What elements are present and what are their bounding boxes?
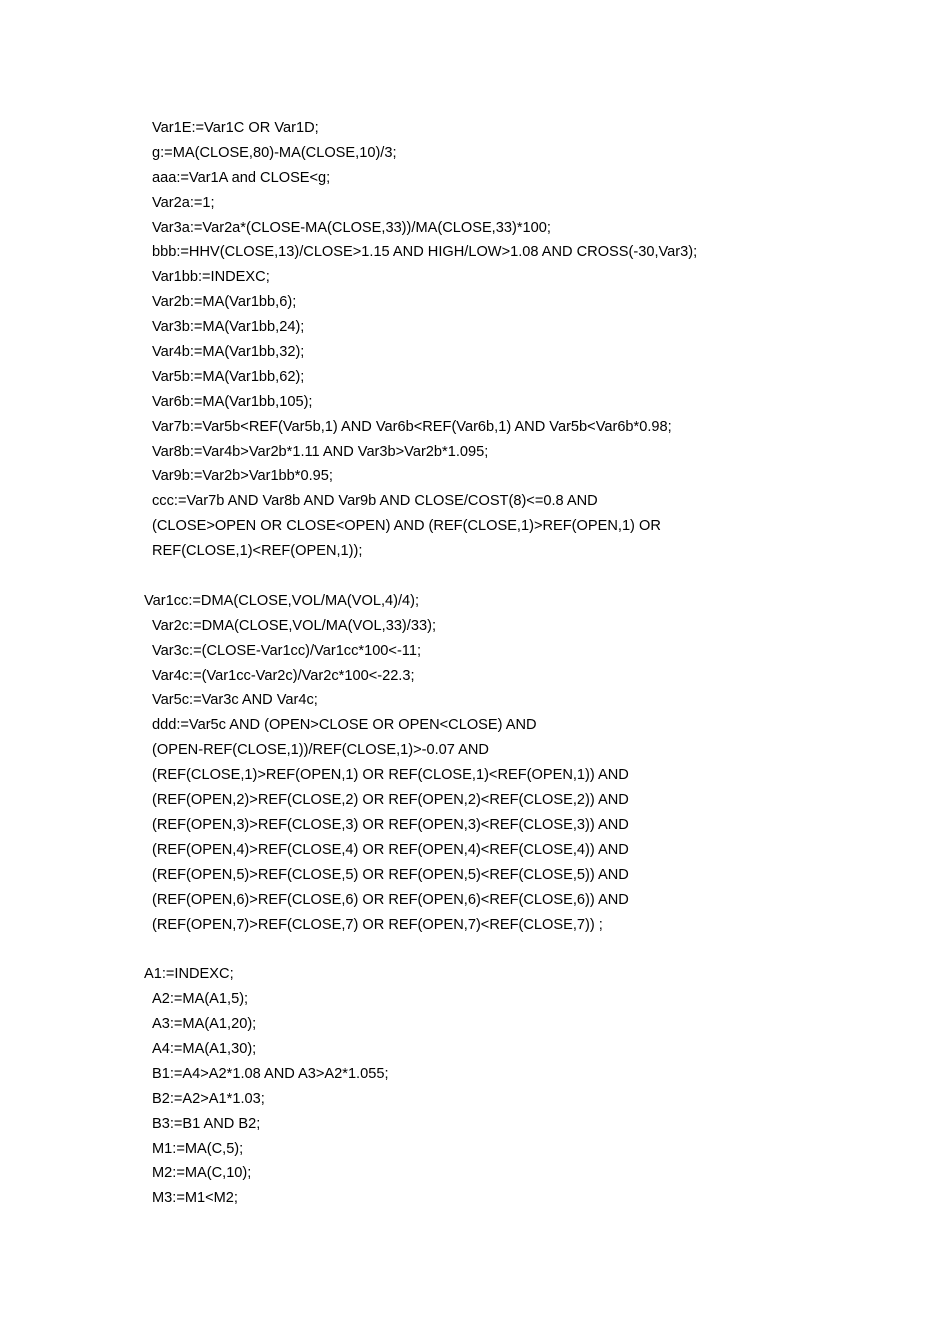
formula-line: (OPEN-REF(CLOSE,1))/REF(CLOSE,1)>-0.07 AND — [152, 742, 489, 759]
formula-line: Var5b:=MA(Var1bb,62); — [152, 368, 305, 385]
formula-line: Var3a:=Var2a*(CLOSE-MA(CLOSE,33))/MA(CLOSE,33)*100; — [152, 219, 551, 236]
formula-line: Var9b:=Var2b>Var1bb*0.95; — [152, 468, 333, 485]
formula-code-body — [144, 116, 924, 1211]
formula-line: A1:=INDEXC; — [144, 966, 234, 983]
formula-line: Var5c:=Var3c AND Var4c; — [152, 692, 318, 709]
formula-line: (REF(OPEN,7)>REF(CLOSE,7) OR REF(OPEN,7)<REF(CLOSE,7)) ; — [152, 916, 603, 933]
formula-line: (REF(OPEN,6)>REF(CLOSE,6) OR REF(OPEN,6)<REF(CLOSE,6)) AND — [152, 891, 629, 908]
formula-block — [144, 589, 924, 937]
formula-line: Var3c:=(CLOSE-Var1cc)/Var1cc*100<-11; — [152, 642, 422, 659]
formula-line: M2:=MA(C,10); — [152, 1165, 252, 1182]
formula-line: A4:=MA(A1,30); — [152, 1040, 257, 1057]
formula-line: Var1cc:=DMA(CLOSE,VOL/MA(VOL,4)/4); — [144, 592, 420, 609]
formula-line: (REF(OPEN,3)>REF(CLOSE,3) OR REF(OPEN,3)<REF(CLOSE,3)) AND — [152, 816, 629, 833]
formula-line: Var3b:=MA(Var1bb,24); — [152, 319, 305, 336]
formula-line: A3:=MA(A1,20); — [152, 1016, 257, 1033]
formula-line: (CLOSE>OPEN OR CLOSE<OPEN) AND (REF(CLOSE,1)>REF(OPEN,1) OR — [152, 518, 661, 535]
formula-block — [144, 116, 924, 564]
paragraph-spacer — [144, 564, 924, 589]
formula-line: Var2a:=1; — [152, 194, 215, 211]
formula-line: (REF(OPEN,2)>REF(CLOSE,2) OR REF(OPEN,2)<REF(CLOSE,2)) AND — [152, 792, 629, 809]
formula-line: Var4c:=(Var1cc-Var2c)/Var2c*100<-22.3; — [152, 667, 415, 684]
formula-line: B3:=B1 AND B2; — [152, 1115, 261, 1132]
formula-line: g:=MA(CLOSE,80)-MA(CLOSE,10)/3; — [152, 144, 397, 161]
formula-line: M3:=M1<M2; — [152, 1190, 238, 1207]
formula-line: Var2c:=DMA(CLOSE,VOL/MA(VOL,33)/33); — [152, 617, 436, 634]
formula-line: Var1bb:=INDEXC; — [152, 269, 270, 286]
formula-line: M1:=MA(C,5); — [152, 1140, 244, 1157]
formula-line: Var8b:=Var4b>Var2b*1.11 AND Var3b>Var2b*1.095; — [152, 443, 489, 460]
formula-line: Var6b:=MA(Var1bb,105); — [152, 393, 313, 410]
formula-line: ccc:=Var7b AND Var8b AND Var9b AND CLOSE/COST(8)<=0.8 AND — [152, 493, 598, 510]
formula-line: (REF(OPEN,4)>REF(CLOSE,4) OR REF(OPEN,4)<REF(CLOSE,4)) AND — [152, 841, 629, 858]
formula-line: Var4b:=MA(Var1bb,32); — [152, 344, 305, 361]
formula-line: REF(CLOSE,1)<REF(OPEN,1)); — [152, 543, 363, 560]
formula-line: ddd:=Var5c AND (OPEN>CLOSE OR OPEN<CLOSE) AND — [152, 717, 537, 734]
formula-block — [144, 962, 924, 1211]
formula-line: (REF(OPEN,5)>REF(CLOSE,5) OR REF(OPEN,5)<REF(CLOSE,5)) AND — [152, 866, 629, 883]
formula-line: Var2b:=MA(Var1bb,6); — [152, 294, 297, 311]
formula-line: B1:=A4>A2*1.08 AND A3>A2*1.055; — [152, 1065, 389, 1082]
formula-line: Var7b:=Var5b<REF(Var5b,1) AND Var6b<REF(Var6b,1) AND Var5b<Var6b*0.98; — [152, 418, 672, 435]
formula-line: Var1E:=Var1C OR Var1D; — [152, 120, 319, 136]
paragraph-spacer — [144, 937, 924, 962]
formula-line: aaa:=Var1A and CLOSE<g; — [152, 169, 331, 186]
formula-line: A2:=MA(A1,5); — [152, 991, 249, 1008]
formula-line: (REF(CLOSE,1)>REF(OPEN,1) OR REF(CLOSE,1)<REF(OPEN,1)) AND — [152, 767, 629, 784]
formula-line: B2:=A2>A1*1.03; — [152, 1090, 265, 1107]
formula-line: bbb:=HHV(CLOSE,13)/CLOSE>1.15 AND HIGH/LOW>1.08 AND CROSS(-30,Var3); — [152, 244, 698, 261]
